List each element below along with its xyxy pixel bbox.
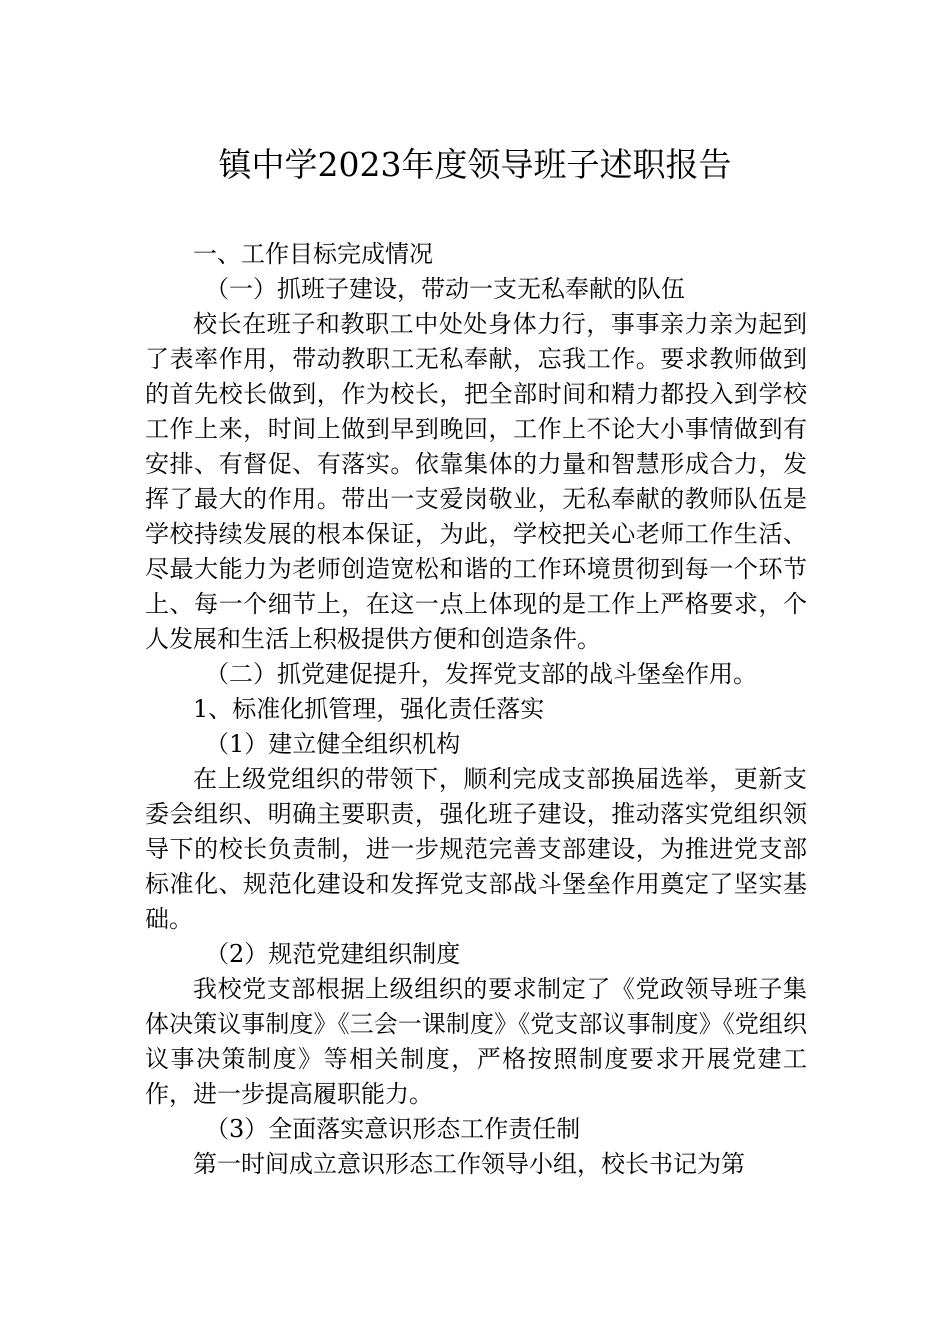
body-paragraph-1: 校长在班子和教职工中处处身体力行，事事亲力亲为起到了表率作用，带动教职工无私奉献，忘我工作。要求教师做到的首先校长做到，作为校长，把全部时间和精力都投入到学校工作上来，时间上做到早到晚回，工作上不论大小事情做到有安排、有督促、有落实。依靠集体的力量和智慧形成合力，发挥了最大的作用。带出一支爱岗敬业，无私奉献的教师队伍是学校持续发展的根本保证，为此，学校把关心老师工作生活、尽最大能力为老师创造宽松和谐的工作环境贯彻到每一个环节上、每一个细节上，在这一点上体现的是工作上严格要求，个人发展和生活上积极提供方便和创造条件。 <box>145 310 807 653</box>
section-heading-1: 一、工作目标完成情况 <box>193 240 433 268</box>
document-title: 镇中学2023年度领导班子述职报告 <box>218 145 732 184</box>
body-paragraph-2: 在上级党组织的带领下，顺利完成支部换届选举，更新支委会组织、明确主要职责，强化班子建设，推动落实党组织领导下的校长负责制，进一步规范完善支部建设，为推进党支部标准化、规范化建设和发挥党支部战斗堡垒作用奠定了坚实基础。 <box>145 765 807 933</box>
body-paragraph-4: 第一时间成立意识形态工作领导小组，校长书记为第 <box>193 1150 745 1178</box>
subsection-heading-1: （一）抓班子建设，带动一支无私奉献的队伍 <box>205 275 685 303</box>
item-heading-1: 1、标准化抓管理，强化责任落实 <box>193 695 545 723</box>
subsection-heading-2: （二）抓党建促提升，发挥党支部的战斗堡垒作用。 <box>205 660 757 688</box>
sub-item-heading-1: （1）建立健全组织机构 <box>205 730 461 758</box>
sub-item-heading-3: （3）全面落实意识形态工作责任制 <box>205 1115 581 1143</box>
sub-item-heading-2: （2）规范党建组织制度 <box>205 940 461 968</box>
document-body <box>145 237 807 1182</box>
body-paragraph-3: 我校党支部根据上级组织的要求制定了《党政领导班子集体决策议事制度》《三会一课制度》《党支部议事制度》《党组织议事决策制度》等相关制度，严格按照制度要求开展党建工作，进一步提高履职能力。 <box>145 975 807 1108</box>
